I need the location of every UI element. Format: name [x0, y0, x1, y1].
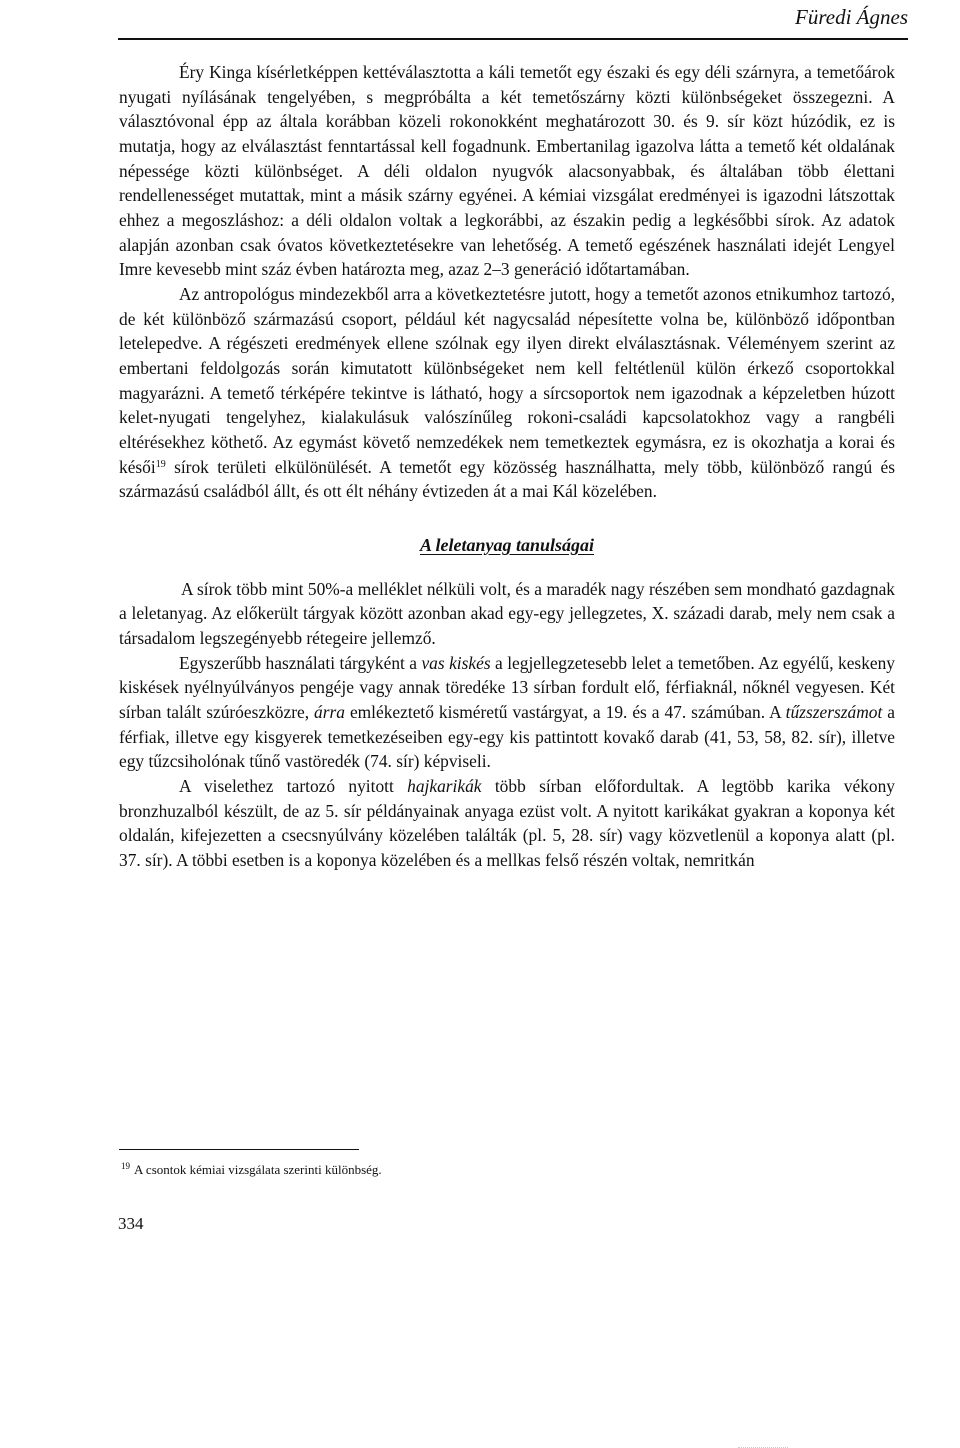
paragraph-text: a férfiak, illetve egy kisgyerek temetkezéseiben egy-egy kis pattintott kovakő darab (41, 53, 58, 82. sír), illetve egy tűzcsiholónak tűnő vastöredék (74. sír) képviseli.: [119, 702, 895, 772]
footnote-number: 19: [121, 1161, 130, 1171]
paragraph-text: a legjellegzetesebb lelet a temetőben. Az egyélű, keskeny kiskések nyélnyúlványos pengéje vagy annak töredéke 13 sírban fordult elő, férfiaknál, nőknél vegyesen. Két sírban talált szúróeszközre,: [119, 652, 895, 723]
paragraph-text: Éry Kinga kísérletképpen kettéválasztotta a káli temetőt egy északi és egy déli szárnyra, a temetőárok nyugati nyílásának tengelyében, s megpróbálta a két temetőszárny közti különbségeket összegezni. A választóvonal épp az általa korábban közeli rokonokként meghatározott 30. és 9. sír közt húzódik, ez is mutatja, hogy az elválasztást fenntartással kell fogadnunk. Embertanilag igazolva látta a temető két oldalának népessége közti különbséget. A déli oldalon nyugvók alacsonyabbak, és általában több élettani rendellenességet mutattak, mint a másik szárny egyénei. A kémiai vizsgálat eredményei is igazodni látszottak ehhez a megoszláshoz: a déli oldalon voltak a legkorábbi, az északin pedig a legkésőbbi sírok. Az adatok alapján azonban csak óvatos következtetésekre van lehetőség. A temető egészének használati idejét Lengyel Imre kevesebb mint száz évben határozta meg, azaz 2–3 generáció időtartamában.: [119, 62, 895, 280]
emphasis-term: hajkarikák: [407, 776, 482, 797]
paragraph-text: több sírban előfordultak. A legtöbb karika vékony bronzhuzalból készült, de az 5. sír példányainak anyaga ezüst volt. A nyitott karikákat gyakran a koponya két oldalán, kifejezetten a csecsnyúlvány közelében találták (pl. 5, 28. sír) vagy közvetlenül a koponya alatt (pl. 37. sír). A többi esetben is a koponya közelében és a mellkas felső részén voltak, nemritkán: [119, 776, 896, 871]
emphasis-term: árra: [314, 702, 345, 723]
body-text: [119, 60, 895, 873]
paragraph: [119, 282, 895, 504]
footnote: [121, 1157, 382, 1179]
emphasis-term: vas kiskés: [421, 652, 491, 673]
paragraph: [119, 60, 895, 282]
paragraph-text: Egyszerűbb használati tárgyként a: [179, 652, 422, 673]
footnote-text: A csontok kémiai vizsgálata szerinti különbség.: [134, 1162, 382, 1177]
paragraph: [119, 774, 895, 873]
footnote-reference[interactable]: 19: [155, 458, 166, 470]
page-number: 334: [118, 1214, 144, 1233]
paragraph: [119, 577, 895, 651]
paragraph-text: A viselethez tartozó nyitott: [179, 776, 408, 797]
running-head: Füredi Ágnes: [795, 5, 908, 29]
section-title: A leletanyag tanulságai: [419, 534, 595, 555]
paragraph-text: Az antropológus mindezekből arra a következtetésre jutott, hogy a temetőt azonos etnikumhoz tartozó, de két különböző származású csoport, például két nagycsalád népesítette volna be, különböző időpontban letelepedve. A régészeti eredmények ellene szólnak egy ilyen direkt elválasztásnak. Véleményem szerint az embertani feldolgozás során kimutatott különbségeket nem kell feltétlenül külön érkező csoportokkal magyarázni. A temető térképére tekintve is látható, hogy a sírcsoportok nem igazodnak a képzeletben húzott kelet-nyugati tengelyhez, kialakulásuk valószínűleg rokoni-családi kapcsolatokhoz vagy a rangbéli eltérésekhez köthető. Az egymást követő nemzedékek nem temetkeztek egymásra, ez is okozhatja a korai és késői: [119, 283, 895, 477]
footnote-rule: [119, 1149, 359, 1150]
emphasis-term: tűzszerszámot: [785, 702, 883, 723]
paragraph: [119, 651, 895, 774]
paragraph-text: sírok területi elkülönülését. A temetőt egy közösség használhatta, mely több, különböző rangú és származású családból állt, és ott élt néhány évtizeden át a mai Kál közelében.: [119, 456, 895, 502]
paragraph-text: emlékeztető kisméretű vastárgyat, a 19. és a 47. számúban. A: [344, 702, 786, 723]
paragraph-text: A sírok több mint 50%-a melléklet nélküli volt, és a maradék nagy részében sem mondható gazdagnak a leletanyag. Az előkerült tárgyak között azonban akad egy-egy jellegzetes, X. századi darab, mely nem csak a társadalom legszegényebb rétegeire jellemző.: [119, 578, 895, 649]
header-rule: [118, 38, 908, 40]
